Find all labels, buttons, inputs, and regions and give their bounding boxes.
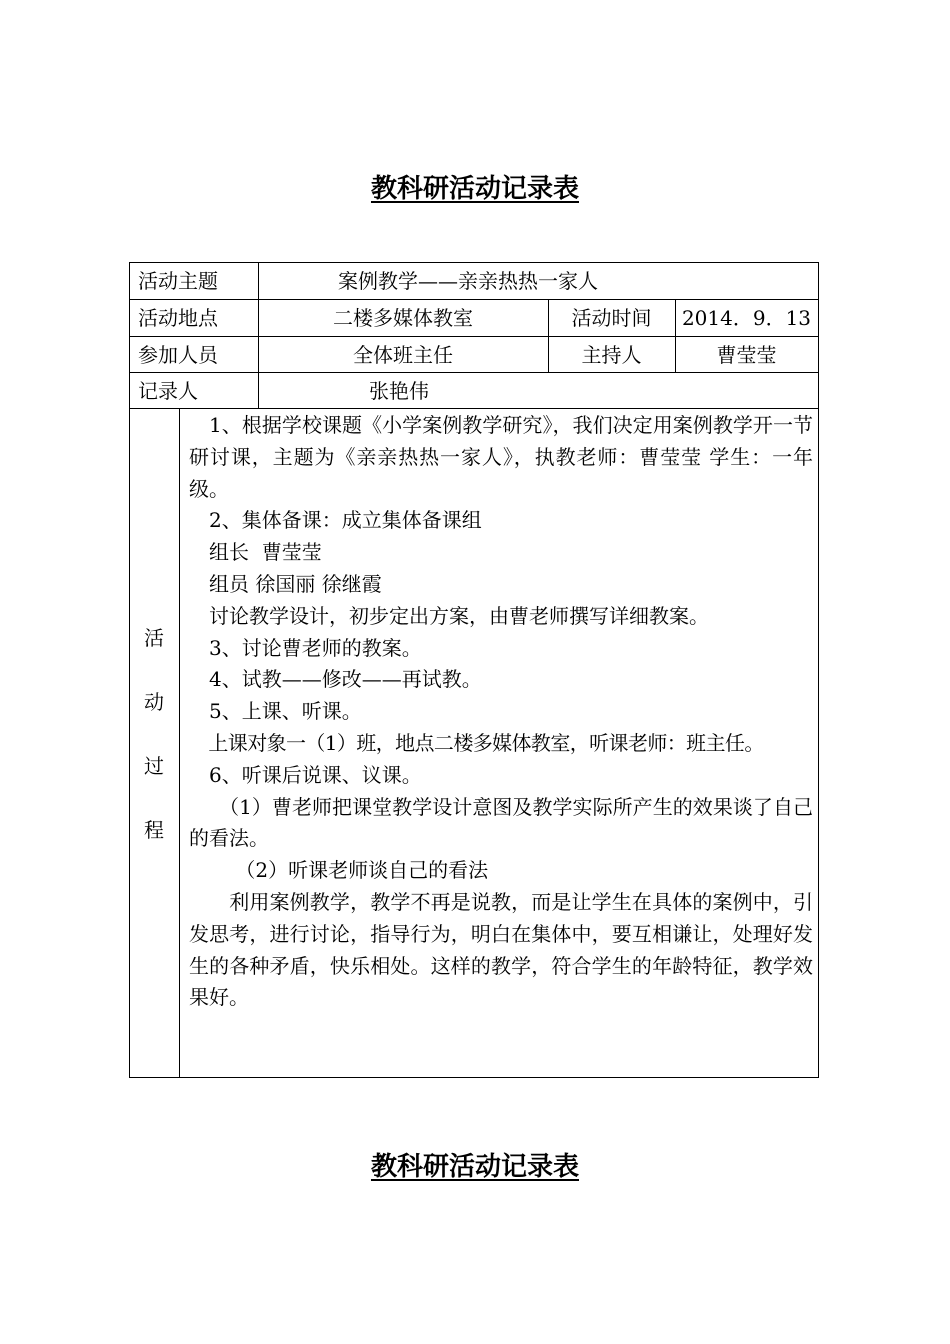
place-value: 二楼多媒体教室 [333, 306, 473, 330]
second-page-title: 教科研活动记录表 [370, 1152, 579, 1182]
process-paragraph: 2、集体备课：成立集体备课组 [189, 508, 482, 533]
process-paragraph: 利用案例教学，教学不再是说教，而是让学生在具体的案例中，引发思考，进行讨论，指导行为，明白在集体中，要互相谦让，处理好发生的各种矛盾，快乐相处。这样的教学，符合学生的年龄特征，教学效果好。 [189, 889, 813, 1010]
time-label: 活动时间 [571, 306, 652, 330]
host-value: 曹莹莹 [716, 343, 777, 367]
process-label-char: 程 [144, 818, 164, 842]
recorder-value: 张艳伟 [369, 379, 429, 403]
process-content [189, 410, 813, 1014]
process-paragraph: 5、上课、听课。 [189, 699, 362, 724]
column-divider [179, 408, 180, 1077]
process-paragraph: 3、讨论曹老师的教案。 [189, 635, 422, 660]
activity-record-table [129, 262, 819, 1078]
process-label-char: 过 [144, 754, 164, 778]
theme-value: 案例教学——亲亲热热一家人 [338, 269, 598, 293]
process-paragraph: （1）曹老师把课堂教学设计意图及教学实际所产生的效果谈了自己的看法。 [189, 794, 813, 851]
table-border-right [818, 262, 819, 1078]
participants-label: 参加人员 [138, 343, 218, 367]
process-paragraph: 组员 徐国丽 徐继霞 [189, 571, 382, 596]
process-paragraph: （2）听课老师谈自己的看法 [189, 858, 489, 883]
process-paragraph: 组长 曹莹莹 [189, 540, 322, 565]
process-label-char: 活 [144, 626, 164, 650]
process-paragraph: 4、试教——修改——再试教。 [189, 667, 482, 692]
time-value: 2014．9．13 [681, 306, 812, 330]
table-border-bottom [129, 1077, 819, 1078]
process-paragraph: 6、听课后说课、议课。 [189, 762, 422, 787]
process-paragraph: 上课对象一（1）班，地点二楼多媒体教室，听课老师：班主任。 [189, 730, 764, 755]
theme-label: 活动主题 [138, 269, 218, 293]
recorder-label: 记录人 [138, 379, 198, 403]
participants-value: 全体班主任 [353, 343, 453, 367]
host-label: 主持人 [581, 343, 642, 367]
place-label: 活动地点 [138, 306, 218, 330]
process-paragraph: 讨论教学设计，初步定出方案，由曹老师撰写详细教案。 [189, 603, 709, 628]
page-title: 教科研活动记录表 [370, 174, 579, 204]
process-label [129, 408, 179, 1078]
process-paragraph: 1、根据学校课题《小学案例教学研究》，我们决定用案例教学开一节研讨课，主题为《亲亲热热一家人》，执教老师：曹莹莹 学生：一年级。 [189, 413, 813, 501]
process-label-char: 动 [144, 690, 164, 714]
